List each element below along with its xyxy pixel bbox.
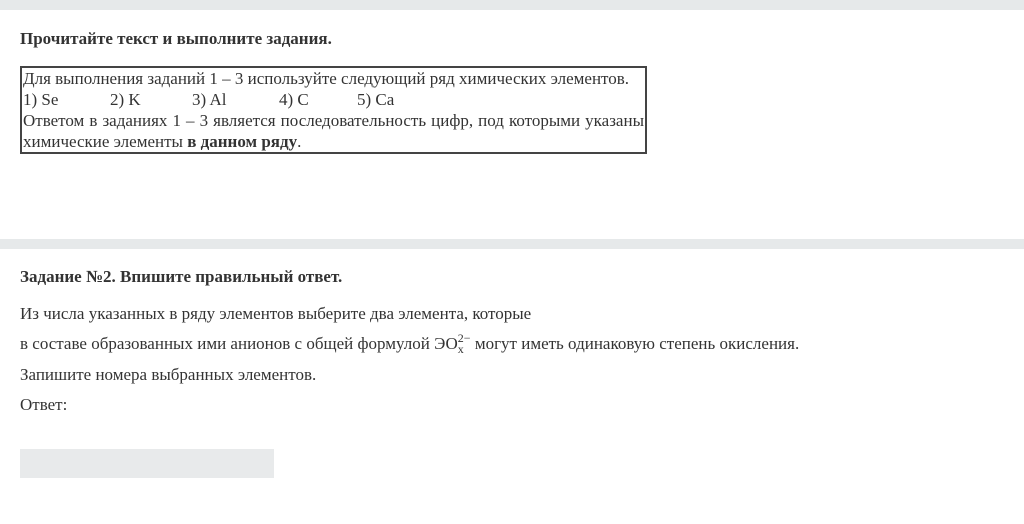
answer-note-bold: в данном ряду <box>187 132 298 151</box>
task-line2-after: могут иметь одинаковую степень окисления. <box>470 334 800 353</box>
task-heading: Задание №2. Впишите правильный ответ. <box>20 267 343 286</box>
formula-subscript: x <box>457 342 464 356</box>
middle-divider-band <box>0 239 1024 249</box>
task-text-line3: Запишите номера выбранных элементов. <box>20 365 317 384</box>
element-1: 1) Se <box>23 90 59 109</box>
answer-note-end: . <box>297 132 302 151</box>
info-box-answer-note <box>23 110 644 152</box>
answer-label: Ответ: <box>20 395 68 414</box>
reading-heading: Прочитайте текст и выполните задания. <box>20 29 332 48</box>
formula-superscript: 2− <box>457 331 471 345</box>
task-text-line1: Из числа указанных в ряду элементов выберите два элемента, которые <box>20 304 532 323</box>
task-text <box>20 301 799 387</box>
element-2: 2) K <box>110 90 141 109</box>
task-section <box>0 249 1024 524</box>
reading-section <box>0 10 1024 239</box>
elements-row <box>23 89 644 110</box>
answer-input[interactable] <box>20 449 274 478</box>
answer-note-text: Ответом в заданиях 1 – 3 является последовательность цифр, под которыми указаны химические элементы <box>23 111 644 151</box>
info-box <box>20 66 647 154</box>
element-5: 5) Ca <box>357 90 395 109</box>
element-3: 3) Al <box>192 90 227 109</box>
info-box-line1: Для выполнения заданий 1 – 3 используйте следующий ряд химических элементов. <box>23 69 630 88</box>
task-line2-before: в составе образованных ими анионов с общей формулой ЭО <box>20 334 458 353</box>
task-text-line2 <box>20 326 799 362</box>
element-4: 4) C <box>279 90 309 109</box>
top-divider-band <box>0 0 1024 10</box>
